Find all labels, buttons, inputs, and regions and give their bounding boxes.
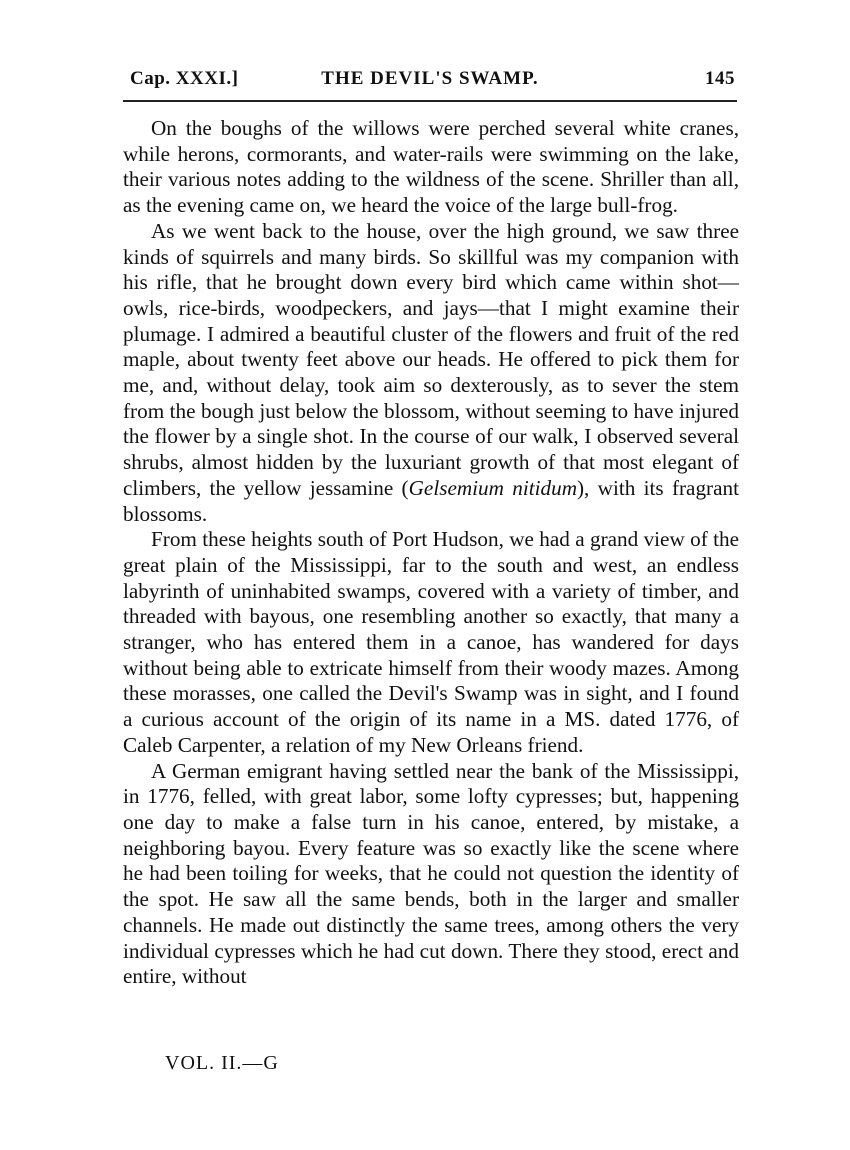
body-text bbox=[123, 116, 739, 990]
page-number: 145 bbox=[705, 68, 735, 89]
paragraph-1 bbox=[123, 116, 739, 219]
paragraph-4 bbox=[123, 759, 739, 990]
paragraph-2 bbox=[123, 219, 739, 527]
paragraph-3 bbox=[123, 527, 739, 758]
paragraph-1-text: On the boughs of the willows were perched several white cranes, while herons, cormorants, and water-rails were swimming on the lake, their various notes adding to the wildness of the scene. Shriller than all, as the evening came on, we heard the voice of the large bull-frog. bbox=[123, 116, 739, 218]
signature-mark: VOL. II.—G bbox=[165, 1052, 279, 1074]
running-header bbox=[123, 60, 737, 96]
chapter-label: Cap. XXXI.] bbox=[130, 68, 239, 89]
botanical-name: Gelsemium nitidum bbox=[408, 475, 577, 500]
paragraph-4-text: A German emigrant having settled near the bank of the Mississippi, in 1776, felled, with great labor, some lofty cypresses; but, happening one day to make a false turn in his canoe, entered, by mistake, a neighboring bayou. Every feature was so exactly like the scene where he had been toiling for weeks, that he could not question the identity of the spot. He saw all the same bends, both in the larger and smaller channels. He made out distinctly the same trees, among others the very individual cypresses which he had cut down. There they stood, erect and entire, without bbox=[123, 758, 739, 989]
running-title: THE DEVIL'S SWAMP. bbox=[321, 68, 539, 89]
paragraph-2-text: As we went back to the house, over the high ground, we saw three kinds of squirrels and many birds. So skillful was my companion with his rifle, that he brought down every bird which came within shot—owls, rice-birds, woodpeckers, and jays—that I might examine their plumage. I admired a beautiful cluster of the flowers and fruit of the red maple, about twenty feet above our heads. He offered to pick them for me, and, without delay, took aim so dexterously, as to sever the stem from the bough just below the blossom, without seeming to have injured the flower by a single shot. In the course of our walk, I observed several shrubs, almost hidden by the luxuriant growth of that most elegant of climbers, the yellow jessamine ( bbox=[123, 218, 739, 500]
paragraph-2-end: ), with its fragrant blossoms. bbox=[123, 475, 739, 526]
header-rule bbox=[123, 100, 737, 102]
paragraph-3-text: From these heights south of Port Hudson, we had a grand view of the great plain of the Mississippi, far to the south and west, an endless labyrinth of uninhabited swamps, covered with a variety of timber, and threaded with bayous, one resembling another so exactly, that many a stranger, who has entered them in a canoe, has wandered for days without being able to extricate himself from their woody mazes. Among these morasses, one called the Devil's Swamp was in sight, and I found a curious account of the origin of its name in a MS. dated 1776, of Caleb Carpenter, a relation of my New Orleans friend. bbox=[123, 527, 739, 757]
